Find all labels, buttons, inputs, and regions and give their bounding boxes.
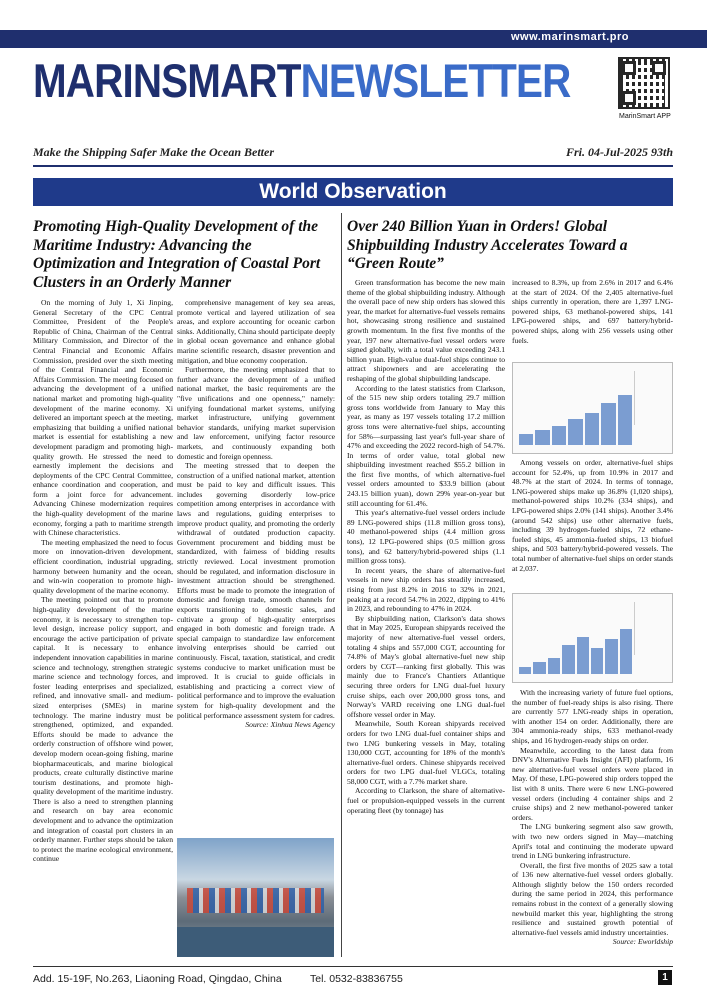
paragraph: According to the latest statistics from Clarkson, of the 515 new ship orders totaling 29.7 million gross tons worldwide from January to May this year, as many as 197 vessels totaling 17.2 million gross tons were alternative-fuel ships, accounting for 58%—surpassing last year's full-year share of 47% and exceeding the 2022 record-high of 54.7%. In terms of order value, total global new shipbuilding investment reached $55.2 billion in the first five months, of which alternative-fuel vessel orders amounted to $33.9 billion (about 243.15 billion yuan), down 29% year-on-year but still accounting for 61.4%. <box>347 383 505 508</box>
section-banner: World Observation <box>33 178 673 206</box>
divider <box>33 165 673 167</box>
page-number: 1 <box>658 970 672 985</box>
article2-col3 <box>347 278 505 960</box>
article1-col2 <box>177 298 335 830</box>
article2-col4a <box>512 278 673 362</box>
paragraph: The meeting emphasized the need to focus more on innovation-driven development, efficient coordination, industrial upgrading, harmony between humanity and the ocean, and win-win cooperation to promote high-quality development of the marine economy. <box>33 537 173 595</box>
paragraph: With the increasing variety of future fuel options, the number of fuel-ready ships is also rising. There are currently 577 LNG-ready ships in operation, with another 154 on order. Additionally, there are 304 ammonia-ready ships, 633 methanol-ready ships, and 16 hydrogen-ready ships on order. <box>512 688 673 745</box>
article2-title: Over 240 Billion Yuan in Orders! Global Shipbuilding Industry Accelerates Toward a “Green Route” <box>347 218 628 272</box>
tagline: Make the Shipping Safer Make the Ocean Better <box>33 145 275 159</box>
chart-image-2 <box>512 593 673 683</box>
paragraph: Furthermore, the meeting emphasized that to further advance the development of a unified national market, the basic requirements are the "five unifications and one openness," namely: unifying foundational market systems, unifying market infrastructure, unifying government behavior standards, unifying market supervision and law enforcement, unifying factor resource markets, and continuously expanding both domestic and foreign openness. <box>177 365 335 461</box>
article1-col1 <box>33 298 173 960</box>
column-divider <box>341 213 342 957</box>
paragraph: On the morning of July 1, Xi Jinping, General Secretary of the CPC Central Committee, President of the People's Republic of China, Chairman of the Central Military Commission, and Director of the Central Financial and Economic Affairs Commission, presided over the sixth meeting of the Central Financial and Economic Affairs Commission. The meeting focused on advancing the development of a unified national market and promoting high-quality development of the marine economy. Xi delivered an important speech at the meeting, emphasizing that building a unified national market is essential for establishing a new development paradigm and promoting high-quality growth. He stressed the need to earnestly implement the decisions and deployments of the CPC Central Committee, enhance coordination and cooperation, and form a joint force for advancement. Advancing Chinese modernization requires the high-quality development of the marine economy, forging a path to maritime strength with Chinese characteristics. <box>33 298 173 538</box>
footer <box>0 966 707 999</box>
masthead-part1: MARINSMART <box>33 54 301 107</box>
port-photo <box>177 838 334 957</box>
paragraph: The LNG bunkering segment also saw growth, with two new orders signed in May—matching April's total and continuing the moderate upward trend in LNG bunkering infrastructure. <box>512 822 673 861</box>
masthead <box>33 54 571 107</box>
website-url[interactable]: www.marinsmart.pro <box>510 31 629 43</box>
chart-image-1 <box>512 362 673 454</box>
tagline-row <box>33 145 673 160</box>
paragraph: increased to 8.3%, up from 2.6% in 2017 and 6.4% at the start of 2024. Of the 2,405 alternative-fuel ships currently in operation, there are 1,397 LNG-powered ships, 63 methanol-powered ships, 141 LPG-powered ships, and 697 battery/hybrid-powered ships, along with 256 vessels using other fuels. <box>512 278 673 345</box>
issue-date: Fri. 04-Jul-2025 93th <box>565 145 673 159</box>
source: Source: Xinhua News Agency <box>245 720 335 730</box>
article2-col4b <box>512 458 673 591</box>
paragraph: In recent years, the share of alternative-fuel vessels in new ship orders has steadily increased, rising from just 8.2% in 2016 to 32% in 2021, peaking at a record 54.7% in 2022, dipping to 41% in 2023, and rebounding to 47% in 2024. <box>347 565 505 614</box>
masthead-part2: NEWSLETTER <box>300 54 571 107</box>
paragraph: By shipbuilding nation, Clarkson's data shows that in May 2025, European shipyards received the majority of new alternative-fuel vessel orders, totaling 4 ships and 557,000 CGT, accounting for 74.8% of May's global alternative-fuel new ship orders by CGT—ranking first globally. This was mainly due to France's Chantiers Atlantique securing three orders for LNG dual-fuel luxury cruise ships, each over 200,000 gross tons, and Norway's VARD receiving one LNG dual-fuel offshore vessel order in May. <box>347 613 505 719</box>
source: Source: Eworldship <box>612 937 673 947</box>
article1-title: Promoting High-Quality Development of the Maritime Industry: Advancing the Optimization and Integration of Coastal Port Clusters in an Orderly Manner <box>33 218 321 291</box>
paragraph: Meanwhile, South Korean shipyards received orders for two LNG dual-fuel container ships and two LNG bunkering vessels in May, totaling 130,000 CGT, accounting for 18% of the month's alternative-fuel orders. Chinese shipyards received orders for two LPG dual-fuel VLGCs, totaling 58,000 CGT, with a 7.7% market share. <box>347 719 505 786</box>
paragraph: Meanwhile, according to the latest data from DNV's Alternative Fuels Insight (AFI) platform, 16 new alternative-fuel vessel orders were placed in May. Of these, LPG-powered ship orders topped the list with 8 units. There were 6 new LNG-powered vessel orders (including 4 container ships and 2 cruise ships) and 2 new methanol-powered tanker orders. <box>512 745 673 822</box>
article2-col4c <box>512 688 673 960</box>
paragraph: The meeting stressed that to deepen the construction of a unified national market, attention must be paid to key and difficult issues. This includes governing disorderly low-price competition among enterprises in accordance with laws and regulations, guiding enterprises to improve product quality, and promoting the orderly withdrawal of outdated production capacity. Government procurement and bidding must be standardized, with fairness of bidding results strictly reviewed. Local investment promotion should be regulated, and information disclosure in investment attraction should be strengthened. Efforts must be made to promote the integration of domestic and foreign trade, smooth channels for exports transitioning to domestic sales, and cultivate a group of high-quality enterprises engaged in both domestic and foreign trade. A special campaign to standardize law enforcement involving enterprises should be carried out continuously. Fiscal, taxation, statistical, and credit systems conducive to market unification must be improved. It is crucial to guide officials in establishing and practicing a correct view of political performance and to improve the evaluation system for high-quality development and the political performance assessment system for cadres. <box>177 461 335 720</box>
footer-rule <box>33 966 673 967</box>
footer-address: Add. 15-19F, No.263, Liaoning Road, Qingdao, China <box>33 973 282 985</box>
paragraph: Green transformation has become the new main theme of the global shipbuilding industry. Although the overall pace of new ship orders has slowed this year, the market for alternative-fuel vessels remains hot, showcasing strong resilience and sustained growth momentum. In the first five months of the year, 197 new alternative-fuel vessel orders were signed globally, with a total value exceeding 243.1 billion yuan. High-value dual-fuel ships continue to attract shipowners and are accelerating the reshaping of the global shipbuilding landscape. <box>347 278 505 383</box>
paragraph: Among vessels on order, alternative-fuel ships account for 52.4%, up from 10.9% in 2017 and 48.7% at the start of 2024. In terms of tonnage, LNG-powered ships make up 36.8% (1,020 ships), methanol-powered ships 10.2% (334 ships), and LPG-powered ships 2.0% (141 ships). Another 3.4% (around 542 ships) use other alternative fuels, including 39 hydrogen-fueled ships, 72 ethane-fueled ships, 45 ammonia-fueled ships, 13 biofuel ships, and 503 battery/hybrid-powered vessels. The total number of alternative-fuel ships on order stands at 2,037. <box>512 458 673 573</box>
paragraph: This year's alternative-fuel vessel orders include 89 LNG-powered ships (11.8 million gross tons), 40 methanol-powered ships (4.4 million gross tons), 12 LPG-powered ships (0.5 million gross tons), and 62 battery/hybrid-powered ships (1.1 million gross tons). <box>347 508 505 566</box>
footer-tel: Tel. 0532-83836755 <box>310 973 403 985</box>
paragraph: The meeting pointed out that to promote high-quality development of the marine economy, it is necessary to strengthen top-level design, increase policy support, and encourage the active participation of private capital. It is necessary to enhance independent innovation capabilities in marine science and technology, strengthen strategic marine science and technology forces, and foster leading enterprises and specialized, refined, and innovative small- and medium-sized enterprises (SMEs) in marine technology. The marine industry must be strengthened, optimized, and expanded. Efforts should be made to advance the orderly construction of offshore wind power, develop modern ocean-going fishing, marine biopharmaceuticals, and marine biological products, create culturally distinctive marine tourism destinations, and promote high-quality development of the maritime industry. There is also a need to strengthen planning and research on bay area economic development and to advance the optimization and integration of coastal port clusters in an orderly manner. Further steps should be taken to protect the marine ecological environment, continue <box>33 595 173 864</box>
paragraph: Overall, the first five months of 2025 saw a total of 136 new alternative-fuel vessel orders globally. Although slightly below the 150 orders recorded during the same period in 2024, this performance remains robust in the context of a generally slowing newbuild market this year, highlighting the strong resilience and sustained growth potential of alternative-fuel vessels amid industry uncertainties. <box>512 860 673 937</box>
qr-code-icon <box>618 57 670 109</box>
paragraph: According to Clarkson, the share of alternative-fuel or propulsion-equipped vessels in the current operating fleet (by tonnage) has <box>347 786 505 815</box>
paragraph: comprehensive management of key sea areas, promote vertical and layered utilization of sea areas, and explore accounting for oceanic carbon sinks. Additionally, China should participate deeply in global ocean governance and enhance global marine scientific research, disaster prevention and mitigation, and blue economy cooperation. <box>177 298 335 365</box>
app-label: MarinSmart APP <box>619 113 671 120</box>
